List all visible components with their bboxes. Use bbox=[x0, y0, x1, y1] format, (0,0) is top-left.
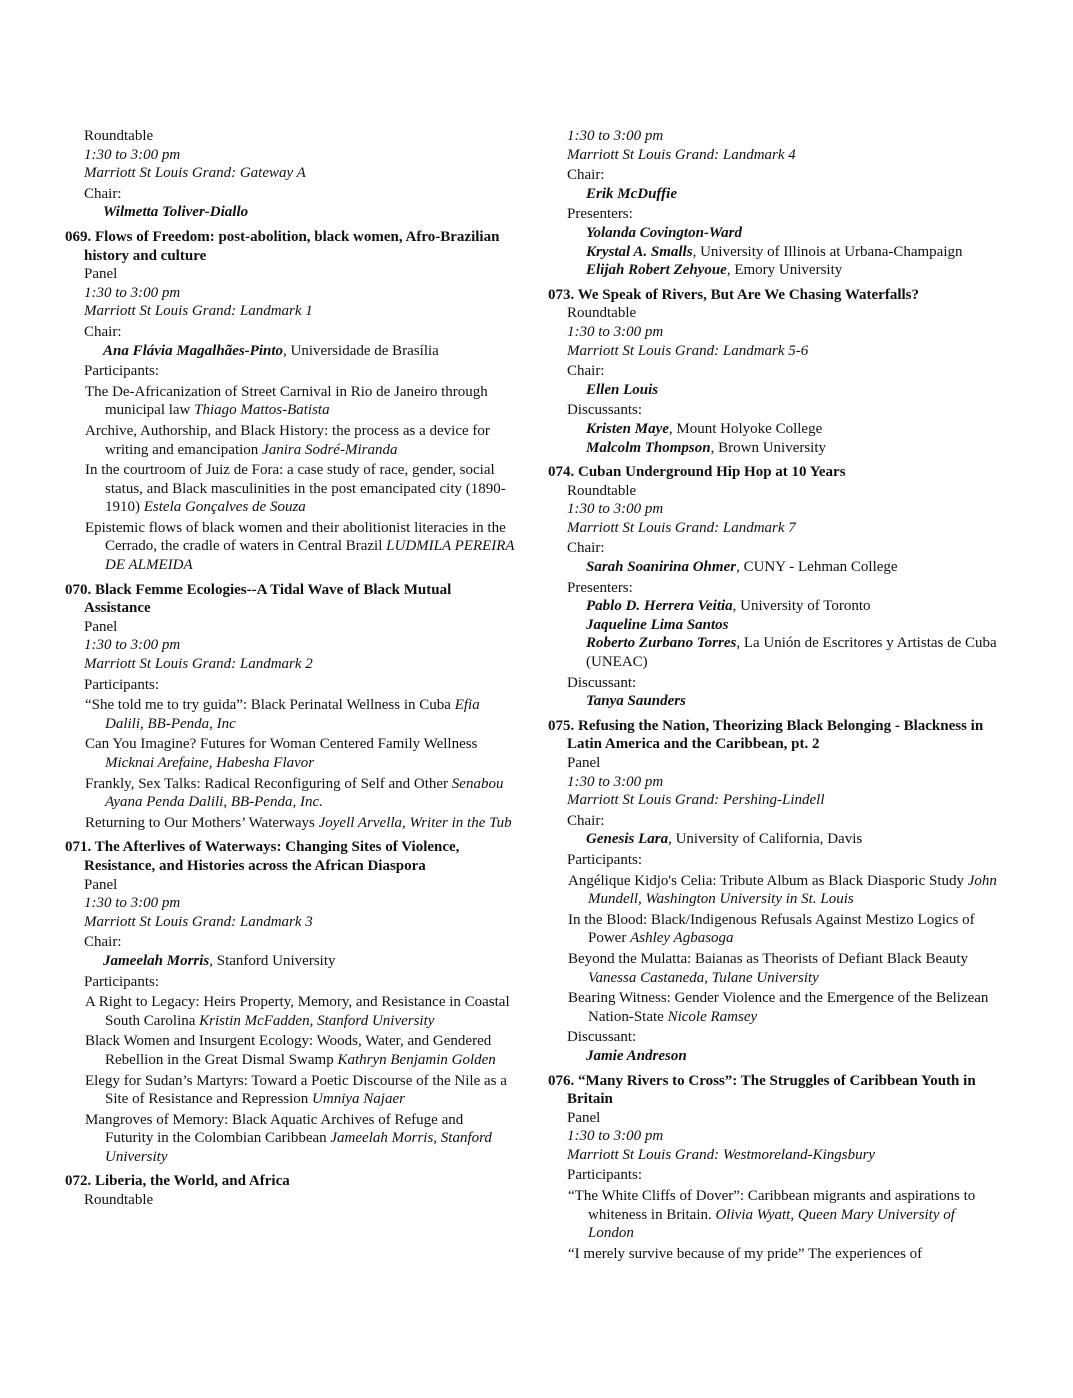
session-075 bbox=[548, 717, 998, 1066]
paper-author: Janira Sodré-Miranda bbox=[262, 441, 398, 458]
paper-title: A Right to Legacy: Heirs Property, Memory, and Resistance in Coastal South Carolina bbox=[85, 994, 510, 1029]
session-time: 1:30 to 3:00 pm bbox=[567, 773, 664, 790]
paper-title: “The White Cliffs of Dover”: Caribbean migrants and aspirations to whiteness in Britain. bbox=[568, 1188, 976, 1223]
session-time: 1:30 to 3:00 pm bbox=[567, 1128, 664, 1145]
paper-entry bbox=[548, 989, 998, 1026]
session-time: 1:30 to 3:00 pm bbox=[84, 637, 181, 654]
presenter-affiliation: , La Unión de Escritores y Artistas de Cuba (UNEAC) bbox=[586, 635, 997, 671]
session-title: 071. The Afterlives of Waterways: Changing Sites of Violence, Resistance, and Histories across the African Diaspora bbox=[65, 839, 460, 874]
session-073 bbox=[548, 286, 998, 457]
session-time: 1:30 to 3:00 pm bbox=[567, 323, 664, 340]
presenter-affiliation: , Emory University bbox=[726, 262, 843, 279]
paper-entry bbox=[548, 1187, 998, 1243]
paper-author: LUDMILA PEREIRA DE ALMEIDA bbox=[105, 538, 515, 574]
session-title: 072. Liberia, the World, and Africa bbox=[65, 1173, 290, 1190]
presenter-entry bbox=[548, 616, 998, 635]
session-type: Panel bbox=[84, 618, 118, 635]
paper-title: Frankly, Sex Talks: Radical Reconfiguring of Self and Other bbox=[85, 775, 452, 792]
paper-author: Thiago Mattos-Batista bbox=[194, 402, 330, 419]
paper-author: Olivia Wyatt, Queen Mary University of London bbox=[588, 1206, 955, 1242]
session-074 bbox=[548, 463, 998, 711]
paper-entry bbox=[65, 383, 515, 420]
chair-name: Sarah Soanirina Ohmer bbox=[586, 559, 737, 576]
participants-label: Participants: bbox=[567, 1167, 642, 1184]
session-070 bbox=[65, 581, 515, 833]
paper-title: “I merely survive because of my pride” The experiences of bbox=[568, 1245, 923, 1262]
session-room: Marriott St Louis Grand: Landmark 2 bbox=[84, 656, 313, 673]
session-072-tail bbox=[548, 127, 998, 280]
session-072 bbox=[65, 1172, 515, 1209]
participants-label: Participants: bbox=[567, 851, 642, 868]
paper-title: Elegy for Sudan’s Martyrs: Toward a Poetic Discourse of the Nile as a Site of Resistance and Repression bbox=[85, 1072, 507, 1108]
session-time: 1:30 to 3:00 pm bbox=[84, 895, 181, 912]
presenter-entry bbox=[548, 634, 998, 671]
discussant-affiliation: , Mount Holyoke College bbox=[668, 420, 823, 437]
presenter-name: Jaqueline Lima Santos bbox=[586, 616, 729, 633]
discussant-name: Kristen Maye bbox=[586, 420, 669, 437]
paper-title: “She told me to try guida”: Black Perinatal Wellness in Cuba bbox=[85, 697, 455, 714]
discussant-entry bbox=[548, 439, 998, 458]
chair-affiliation: , CUNY - Lehman College bbox=[736, 559, 898, 576]
presenter-name: Elijah Robert Zehyoue bbox=[586, 262, 727, 279]
paper-author: Estela Gonçalves de Souza bbox=[143, 499, 306, 516]
paper-entry bbox=[548, 872, 998, 909]
session-title: 070. Black Femme Ecologies--A Tidal Wave of Black Mutual Assistance bbox=[65, 581, 452, 617]
paper-entry bbox=[65, 519, 515, 575]
presenter-affiliation: , University of Illinois at Urbana-Champaign bbox=[692, 243, 963, 260]
presenter-name: Roberto Zurbano Torres bbox=[586, 635, 737, 652]
presenters-label: Presenters: bbox=[567, 206, 633, 223]
paper-entry bbox=[65, 1072, 515, 1109]
paper-entry bbox=[65, 775, 515, 812]
left-column bbox=[65, 127, 515, 1214]
chair-label: Chair: bbox=[567, 812, 605, 829]
chair-name: Ana Flávia Magalhães-Pinto bbox=[103, 342, 284, 359]
paper-author: Umniya Najaer bbox=[312, 1091, 405, 1108]
participants-label: Participants: bbox=[84, 363, 159, 380]
chair-label: Chair: bbox=[567, 363, 605, 380]
session-type: Panel bbox=[84, 266, 118, 283]
chair-entry bbox=[548, 558, 998, 577]
paper-author: Ashley Agbasoga bbox=[630, 930, 734, 947]
session-069 bbox=[65, 228, 515, 575]
presenter-name: Krystal A. Smalls bbox=[586, 243, 693, 260]
paper-entry bbox=[548, 950, 998, 987]
session-room: Marriott St Louis Grand: Gateway A bbox=[84, 165, 306, 182]
presenter-entry bbox=[548, 261, 998, 280]
session-room: Marriott St Louis Grand: Landmark 5-6 bbox=[567, 342, 809, 359]
discussant-name: Jamie Andreson bbox=[586, 1047, 687, 1064]
chair-label: Chair: bbox=[567, 167, 605, 184]
paper-entry bbox=[65, 735, 515, 772]
paper-title: In the Blood: Black/Indigenous Refusals Against Mestizo Logics of Power bbox=[568, 911, 975, 947]
paper-title: Beyond the Mulatta: Baianas as Theorists of Defiant Black Beauty bbox=[568, 950, 969, 967]
paper-title: Archive, Authorship, and Black History: the process as a device for writing and emancipation bbox=[85, 422, 490, 458]
session-title: 069. Flows of Freedom: post-abolition, black women, Afro-Brazilian history and culture bbox=[65, 228, 500, 264]
session-room: Marriott St Louis Grand: Landmark 7 bbox=[567, 519, 796, 536]
paper-entry bbox=[548, 911, 998, 948]
paper-author: Efia Dalili, BB-Penda, Inc bbox=[105, 697, 480, 732]
paper-title: In the courtroom of Juiz de Fora: a case study of race, gender, social status, and Black masculinities in the post emancipated city (1890-1910) bbox=[85, 462, 506, 516]
chair-entry bbox=[65, 342, 515, 361]
session-time: 1:30 to 3:00 pm bbox=[567, 128, 664, 144]
paper-entry bbox=[65, 461, 515, 517]
session-title: 073. We Speak of Rivers, But Are We Chasing Waterfalls? bbox=[548, 286, 919, 303]
paper-entry bbox=[65, 814, 515, 833]
paper-author: Kristin McFadden, Stanford University bbox=[199, 1012, 435, 1029]
session-title: 076. “Many Rivers to Cross”: The Struggles of Caribbean Youth in Britain bbox=[548, 1072, 976, 1108]
presenter-entry bbox=[548, 224, 998, 243]
session-type: Panel bbox=[567, 755, 601, 771]
chair-name: Jameelah Morris bbox=[103, 952, 210, 969]
session-071 bbox=[65, 838, 515, 1166]
discussant-name: Malcolm Thompson bbox=[586, 439, 711, 456]
session-time: 1:30 to 3:00 pm bbox=[567, 501, 664, 518]
chair-label: Chair: bbox=[84, 185, 122, 202]
session-type: Roundtable bbox=[84, 1192, 154, 1209]
paper-author: John Mundell, Washington University in St. Louis bbox=[588, 872, 997, 908]
session-type: Roundtable bbox=[84, 128, 154, 144]
paper-title: Returning to Our Mothers’ Waterways bbox=[85, 814, 319, 831]
paper-author: Vanessa Castaneda, Tulane University bbox=[588, 969, 819, 986]
presenters-label: Presenters: bbox=[567, 579, 633, 596]
discussant-name: Tanya Saunders bbox=[586, 693, 686, 710]
discussants-label: Discussants: bbox=[567, 402, 642, 419]
presenter-affiliation: , University of Toronto bbox=[732, 598, 871, 615]
chair-entry bbox=[65, 952, 515, 971]
chair-affiliation: , University of California, Davis bbox=[668, 831, 863, 848]
session-076 bbox=[548, 1072, 998, 1264]
chair-label: Chair: bbox=[84, 323, 122, 340]
participants-label: Participants: bbox=[84, 676, 159, 693]
chair-name: Erik McDuffie bbox=[586, 185, 677, 202]
chair-affiliation: , Stanford University bbox=[209, 952, 336, 969]
session-type: Roundtable bbox=[567, 305, 637, 322]
chair-name: Wilmetta Toliver-Diallo bbox=[103, 204, 249, 221]
session-time: 1:30 to 3:00 pm bbox=[84, 284, 181, 301]
participants-label: Participants: bbox=[84, 973, 159, 990]
paper-entry bbox=[65, 1111, 515, 1167]
paper-title: Black Women and Insurgent Ecology: Woods, Water, and Gendered Rebellion in the Great Dismal Swamp bbox=[85, 1033, 492, 1068]
paper-title: Mangroves of Memory: Black Aquatic Archives of Refuge and Futurity in the Colombian Caribbean bbox=[85, 1111, 464, 1147]
chair-name: Ellen Louis bbox=[586, 381, 659, 398]
session-room: Marriott St Louis Grand: Landmark 4 bbox=[567, 146, 796, 163]
session-title: 074. Cuban Underground Hip Hop at 10 Years bbox=[548, 464, 846, 481]
paper-title: Can You Imagine? Futures for Woman Centered Family Wellness bbox=[85, 736, 478, 753]
session-room: Marriott St Louis Grand: Pershing-Lindell bbox=[567, 792, 825, 809]
session-room: Marriott St Louis Grand: Westmoreland-Kingsbury bbox=[567, 1146, 876, 1163]
session-room: Marriott St Louis Grand: Landmark 1 bbox=[84, 303, 313, 320]
discussant-affiliation: , Brown University bbox=[710, 439, 827, 456]
chair-entry bbox=[548, 830, 998, 849]
paper-author: Kathryn Benjamin Golden bbox=[337, 1051, 496, 1068]
paper-author: Micknai Arefaine, Habesha Flavor bbox=[105, 755, 315, 771]
paper-entry bbox=[65, 993, 515, 1030]
presenter-name: Pablo D. Herrera Veitia bbox=[586, 598, 733, 615]
right-column bbox=[548, 127, 998, 1267]
chair-affiliation: , Universidade de Brasília bbox=[283, 342, 439, 359]
paper-title: Angélique Kidjo's Celia: Tribute Album as Black Diasporic Study bbox=[568, 872, 968, 889]
paper-title: The De-Africanization of Street Carnival in Rio de Janeiro through municipal law bbox=[85, 383, 488, 419]
session-type: Roundtable bbox=[567, 482, 637, 499]
paper-title: Epistemic flows of black women and their abolitionist literacies in the Cerrado, the cradle of waters in Central Brazil bbox=[85, 519, 506, 555]
presenter-name: Yolanda Covington-Ward bbox=[586, 224, 742, 241]
chair-label: Chair: bbox=[567, 540, 605, 557]
session-type: Panel bbox=[567, 1109, 601, 1126]
discussant-entry bbox=[548, 420, 998, 439]
paper-title: Bearing Witness: Gender Violence and the Emergence of the Belizean Nation-State bbox=[568, 990, 989, 1025]
paper-author: Senabou Ayana Penda Dalili, BB-Penda, Inc. bbox=[105, 775, 504, 811]
session-title: 075. Refusing the Nation, Theorizing Black Belonging - Blackness in Latin America and the Caribbean, pt. 2 bbox=[548, 717, 984, 753]
chair-name: Genesis Lara bbox=[586, 831, 669, 848]
paper-entry bbox=[65, 696, 515, 733]
chair-label: Chair: bbox=[84, 934, 122, 951]
paper-entry bbox=[65, 1032, 515, 1069]
paper-entry bbox=[548, 1245, 998, 1264]
paper-author: Joyell Arvella, Writer in the Tub bbox=[318, 814, 512, 831]
session-type: Panel bbox=[84, 876, 118, 893]
paper-author: Jameelah Morris, Stanford University bbox=[105, 1130, 492, 1165]
session-068-tail bbox=[65, 127, 515, 222]
presenter-entry bbox=[548, 243, 998, 262]
discussant-label: Discussant: bbox=[567, 674, 637, 691]
discussant-label: Discussant: bbox=[567, 1029, 637, 1046]
session-room: Marriott St Louis Grand: Landmark 3 bbox=[84, 913, 313, 930]
paper-author: Nicole Ramsey bbox=[667, 1008, 758, 1025]
presenter-entry bbox=[548, 597, 998, 616]
session-time: 1:30 to 3:00 pm bbox=[84, 146, 181, 163]
paper-entry bbox=[65, 422, 515, 459]
